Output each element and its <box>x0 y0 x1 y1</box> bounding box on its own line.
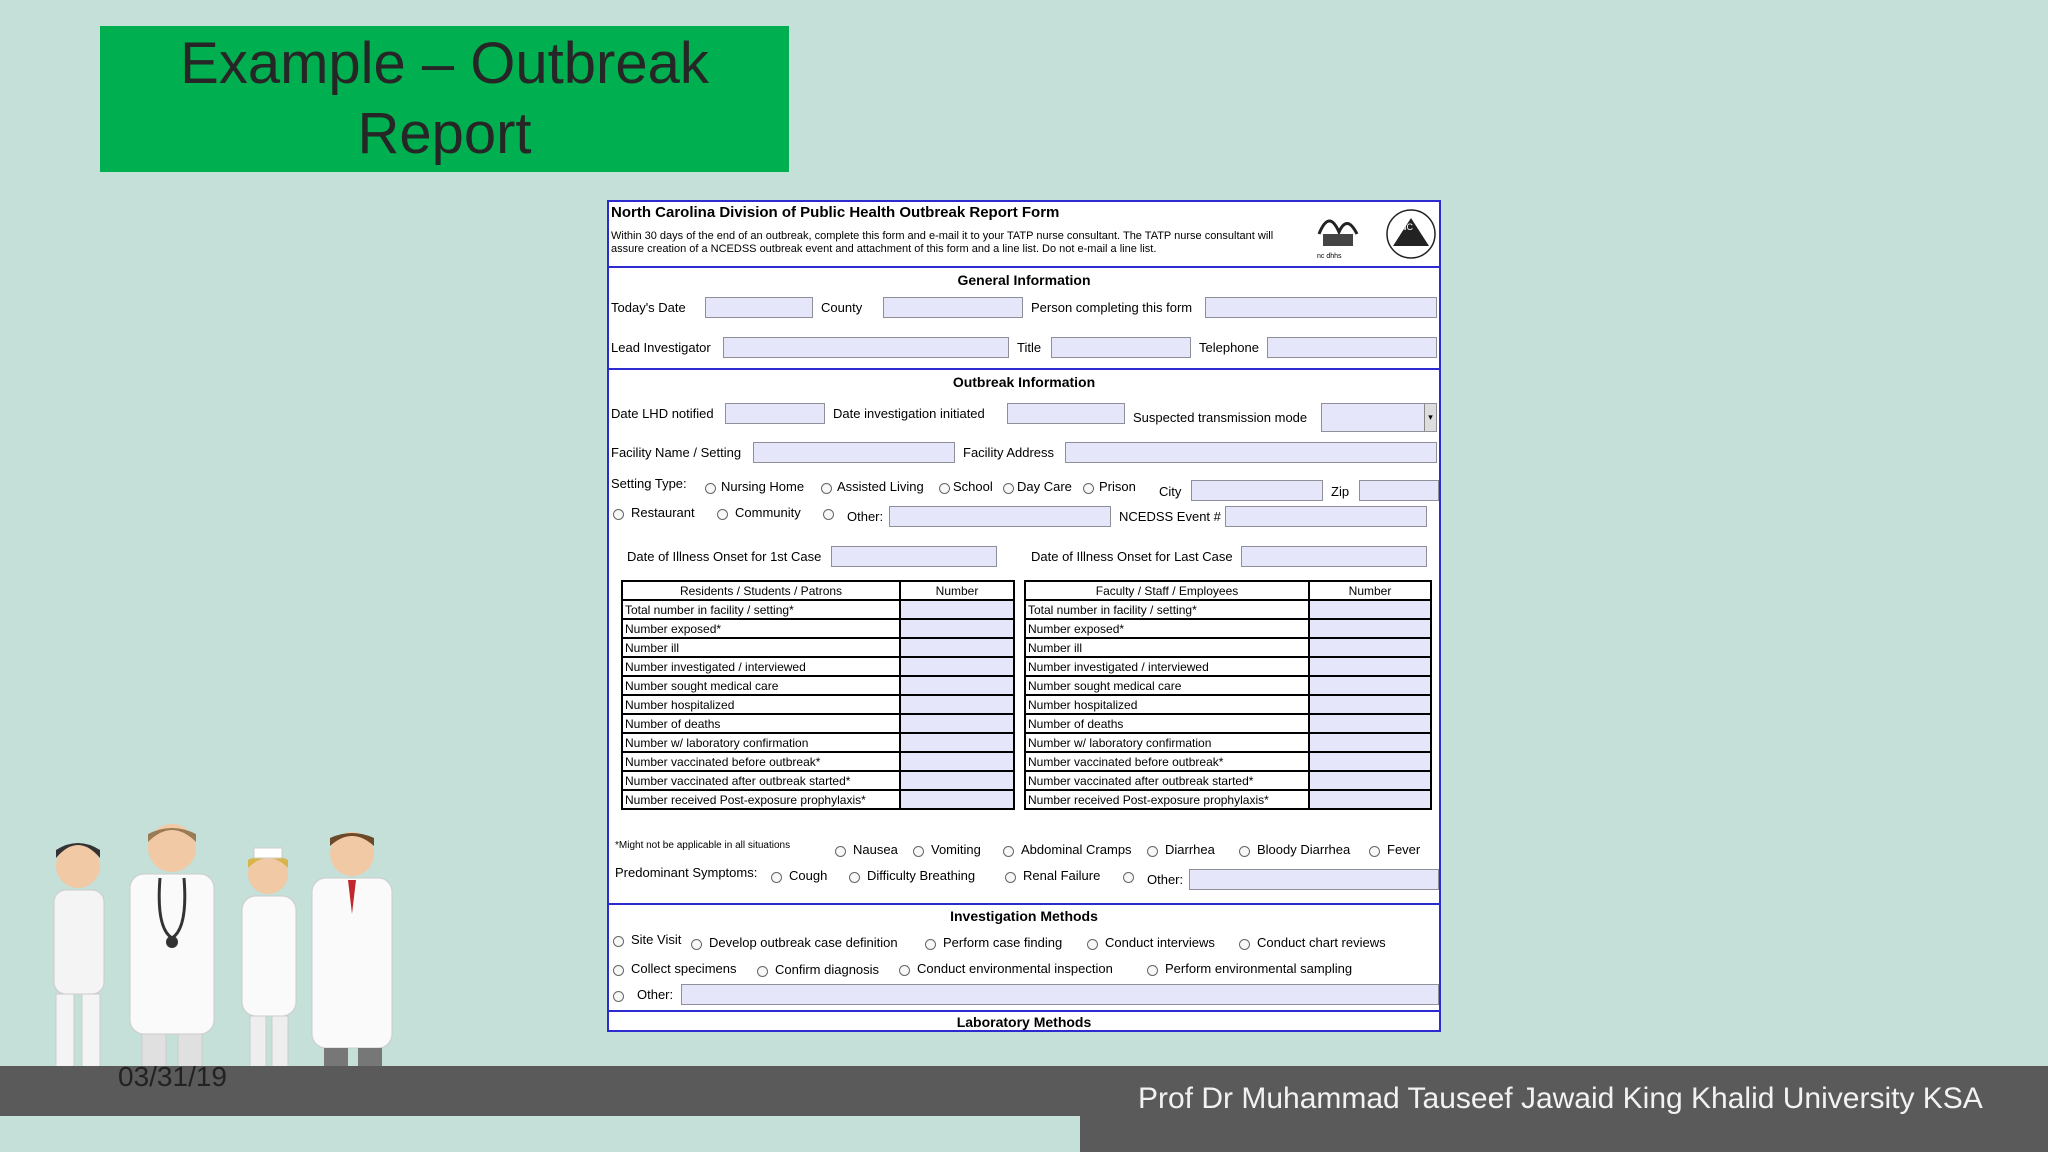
dhhs-logo <box>1317 221 1357 260</box>
table-row <box>622 771 1014 790</box>
number-cell[interactable] <box>1309 676 1431 695</box>
ncedss-field[interactable] <box>1225 506 1427 527</box>
radio-nausea[interactable] <box>835 846 846 857</box>
radio-fever[interactable] <box>1369 846 1380 857</box>
number-cell[interactable] <box>900 600 1014 619</box>
table-row <box>622 695 1014 714</box>
svg-text:nc dhhs: nc dhhs <box>1317 253 1342 260</box>
radio-prison[interactable] <box>1083 483 1094 494</box>
other-method-label: Other: <box>637 987 674 1002</box>
row-label: Number hospitalized <box>1025 695 1309 714</box>
env-sampling-label: Perform environmental sampling <box>1165 961 1353 976</box>
date-lhd-field[interactable] <box>725 403 825 424</box>
table-row <box>1025 600 1431 619</box>
table-row <box>1025 657 1431 676</box>
radio-restaurant[interactable] <box>613 509 624 520</box>
radio-cough[interactable] <box>771 872 782 883</box>
date-inv-label: Date investigation initiated <box>833 406 985 421</box>
nausea-label: Nausea <box>853 842 898 857</box>
row-label: Number ill <box>622 638 900 657</box>
number-cell[interactable] <box>1309 790 1431 809</box>
slide-title: Example – Outbreak Report <box>180 31 709 166</box>
transmission-label: Suspected transmission mode <box>1133 410 1308 425</box>
radio-bloody-diarrhea[interactable] <box>1239 846 1250 857</box>
row-label: Number received Post-exposure prophylaxis* <box>622 790 900 809</box>
lead-investigator-field[interactable] <box>723 337 1009 358</box>
setting-type-label: Setting Type: <box>611 476 687 491</box>
table-row <box>622 752 1014 771</box>
table-row <box>622 619 1014 638</box>
person-field[interactable] <box>1205 297 1437 318</box>
staff-number-header: Number <box>1309 581 1431 600</box>
radio-site-visit[interactable] <box>613 936 624 947</box>
todays-date-label: Today's Date <box>611 300 686 315</box>
nursing-home-label: Nursing Home <box>721 479 805 494</box>
facility-name-field[interactable] <box>753 442 955 463</box>
date-inv-field[interactable] <box>1007 403 1125 424</box>
lab-methods-heading: Laboratory Methods <box>956 1014 1092 1030</box>
row-label: Number sought medical care <box>622 676 900 695</box>
radio-case-definition[interactable] <box>691 939 702 950</box>
number-cell[interactable] <box>1309 695 1431 714</box>
other-method-field[interactable] <box>681 984 1439 1005</box>
ncphs-seal <box>1387 210 1435 258</box>
city-field[interactable] <box>1191 480 1323 501</box>
row-label: Number received Post-exposure prophylaxis* <box>1025 790 1309 809</box>
other-symptom-field[interactable] <box>1189 869 1439 890</box>
divider <box>609 1010 1439 1012</box>
slide-title-box <box>100 26 789 172</box>
telephone-label: Telephone <box>1199 340 1259 355</box>
table-row <box>1025 619 1431 638</box>
county-field[interactable] <box>883 297 1023 318</box>
vomiting-label: Vomiting <box>931 842 981 857</box>
table-row <box>622 657 1014 676</box>
table-row <box>622 714 1014 733</box>
number-cell[interactable] <box>1309 638 1431 657</box>
table-row <box>622 676 1014 695</box>
general-info-heading: General Information <box>957 272 1091 288</box>
transmission-dropdown[interactable] <box>1321 403 1437 432</box>
row-label: Number of deaths <box>622 714 900 733</box>
svg-text:NC: NC <box>1400 222 1413 232</box>
person-label: Person completing this form <box>1031 300 1193 315</box>
restaurant-label: Restaurant <box>631 505 695 520</box>
staff-header: Faculty / Staff / Employees <box>1025 581 1309 600</box>
row-label: Total number in facility / setting* <box>1025 600 1309 619</box>
onset-last-field[interactable] <box>1241 546 1427 567</box>
row-label: Number exposed* <box>1025 619 1309 638</box>
form-title: North Carolina Division of Public Health Outbreak Report Form <box>611 204 1060 221</box>
residents-table <box>621 580 1015 810</box>
table-row <box>1025 695 1431 714</box>
investigation-heading: Investigation Methods <box>950 908 1098 924</box>
number-cell[interactable] <box>1309 752 1431 771</box>
row-label: Number vaccinated after outbreak started* <box>622 771 900 790</box>
facility-name-label: Facility Name / Setting <box>611 445 742 460</box>
onset-last-label: Date of Illness Onset for Last Case <box>1031 549 1233 564</box>
renal-label: Renal Failure <box>1023 868 1101 883</box>
prison-label: Prison <box>1099 479 1136 494</box>
bloody-diarrhea-label: Bloody Diarrhea <box>1257 842 1351 857</box>
number-cell[interactable] <box>1309 771 1431 790</box>
agency-logos <box>1309 204 1437 266</box>
table-row <box>1025 676 1431 695</box>
radio-env-sampling[interactable] <box>1147 965 1158 976</box>
radio-other-method[interactable] <box>613 991 624 1002</box>
number-cell[interactable] <box>900 619 1014 638</box>
cough-label: Cough <box>789 868 828 883</box>
abdominal-label: Abdominal Cramps <box>1021 842 1132 857</box>
nurse-cap <box>242 848 296 1098</box>
facility-address-label: Facility Address <box>963 445 1055 460</box>
radio-vomiting[interactable] <box>913 846 924 857</box>
diarrhea-label: Diarrhea <box>1165 842 1215 857</box>
radio-difficulty-breathing[interactable] <box>849 872 860 883</box>
number-cell[interactable] <box>900 733 1014 752</box>
case-finding-label: Perform case finding <box>943 935 1063 950</box>
number-cell[interactable] <box>1309 600 1431 619</box>
row-label: Number ill <box>1025 638 1309 657</box>
day-care-label: Day Care <box>1017 479 1072 494</box>
slide-date: 03/31/19 <box>118 1061 227 1092</box>
county-label: County <box>821 300 863 315</box>
radio-assisted-living[interactable] <box>821 483 832 494</box>
radio-abdominal[interactable] <box>1003 846 1014 857</box>
number-cell[interactable] <box>900 676 1014 695</box>
telephone-field[interactable] <box>1267 337 1437 358</box>
row-label: Number sought medical care <box>1025 676 1309 695</box>
radio-interviews[interactable] <box>1087 939 1098 950</box>
zip-label: Zip <box>1331 484 1350 499</box>
radio-other-symptom[interactable] <box>1123 872 1134 883</box>
facility-address-field[interactable] <box>1065 442 1437 463</box>
table-row <box>622 790 1014 809</box>
chevron-down-icon[interactable]: ▾ <box>1424 404 1436 431</box>
date-lhd-label: Date LHD notified <box>611 406 714 421</box>
row-label: Total number in facility / setting* <box>622 600 900 619</box>
table-row <box>1025 771 1431 790</box>
table-row <box>622 733 1014 752</box>
inv-title-field[interactable] <box>1051 337 1191 358</box>
number-cell[interactable] <box>900 752 1014 771</box>
number-cell[interactable] <box>1309 733 1431 752</box>
radio-community[interactable] <box>717 509 728 520</box>
number-cell[interactable] <box>900 657 1014 676</box>
table-row <box>1025 752 1431 771</box>
residents-number-header: Number <box>900 581 1014 600</box>
confirm-diagnosis-label: Confirm diagnosis <box>775 962 880 977</box>
number-cell[interactable] <box>900 790 1014 809</box>
radio-confirm-diagnosis[interactable] <box>757 966 768 977</box>
row-label: Number investigated / interviewed <box>1025 657 1309 676</box>
divider <box>609 266 1439 268</box>
table-row <box>1025 714 1431 733</box>
onset-first-label: Date of Illness Onset for 1st Case <box>627 549 822 564</box>
row-label: Number vaccinated before outbreak* <box>622 752 900 771</box>
divider <box>609 368 1439 370</box>
radio-case-finding[interactable] <box>925 939 936 950</box>
applicability-note: *Might not be applicable in all situations <box>615 840 791 851</box>
row-label: Number vaccinated before outbreak* <box>1025 752 1309 771</box>
staff-table <box>1024 580 1432 810</box>
lead-investigator-label: Lead Investigator <box>611 340 711 355</box>
row-label: Number vaccinated after outbreak started* <box>1025 771 1309 790</box>
radio-nursing-home[interactable] <box>705 483 716 494</box>
residents-header: Residents / Students / Patrons <box>622 581 900 600</box>
radio-renal-failure[interactable] <box>1005 872 1016 883</box>
nurse-left <box>54 843 104 1094</box>
radio-school[interactable] <box>939 483 950 494</box>
number-cell[interactable] <box>900 714 1014 733</box>
case-definition-label: Develop outbreak case definition <box>709 935 898 950</box>
predominant-label: Predominant Symptoms: <box>615 865 758 880</box>
number-cell[interactable] <box>900 771 1014 790</box>
outbreak-report-form <box>607 200 1441 1032</box>
fever-label: Fever <box>1387 842 1421 857</box>
assisted-living-label: Assisted Living <box>837 479 924 494</box>
specimens-label: Collect specimens <box>631 961 737 976</box>
form-intro: Within 30 days of the end of an outbreak, complete this form and e-mail it to your TATP nurse consultant. The TATP nurse consultant will assure creation of a NCEDSS outbreak event and attachment of this form and a line list. Do not e-mail a line list. <box>611 230 1274 255</box>
todays-date-field[interactable] <box>705 297 813 318</box>
inv-title-label: Title <box>1017 340 1042 355</box>
table-row <box>1025 638 1431 657</box>
row-label: Number w/ laboratory confirmation <box>622 733 900 752</box>
number-cell[interactable] <box>1309 714 1431 733</box>
radio-other-setting[interactable] <box>823 509 834 520</box>
env-inspection-label: Conduct environmental inspection <box>917 961 1113 976</box>
site-visit-label: Site Visit <box>631 932 682 947</box>
number-cell[interactable] <box>1309 657 1431 676</box>
school-label: School <box>953 479 993 494</box>
radio-diarrhea[interactable] <box>1147 846 1158 857</box>
table-row <box>1025 790 1431 809</box>
number-cell[interactable] <box>900 638 1014 657</box>
number-cell[interactable] <box>900 695 1014 714</box>
other-setting-field[interactable] <box>889 506 1111 527</box>
radio-env-inspection[interactable] <box>899 965 910 976</box>
interviews-label: Conduct interviews <box>1105 935 1215 950</box>
other-setting-label: Other: <box>847 509 884 524</box>
row-label: Number hospitalized <box>622 695 900 714</box>
table-row <box>622 600 1014 619</box>
radio-chart-reviews[interactable] <box>1239 939 1250 950</box>
zip-field[interactable] <box>1359 480 1439 501</box>
outbreak-info-heading: Outbreak Information <box>952 374 1096 390</box>
divider <box>609 903 1439 905</box>
other-symptom-label: Other: <box>1147 872 1184 887</box>
table-row <box>622 638 1014 657</box>
chart-reviews-label: Conduct chart reviews <box>1257 935 1386 950</box>
doctor-stethoscope <box>130 824 214 1100</box>
radio-day-care[interactable] <box>1003 483 1014 494</box>
table-row <box>1025 733 1431 752</box>
row-label: Number investigated / interviewed <box>622 657 900 676</box>
ncedss-label: NCEDSS Event # <box>1119 509 1221 524</box>
onset-first-field[interactable] <box>831 546 997 567</box>
row-label: Number of deaths <box>1025 714 1309 733</box>
slide-author: Prof Dr Muhammad Tauseef Jawaid King Khalid University KSA <box>1138 1082 1983 1115</box>
doctor-right <box>312 832 392 1104</box>
row-label: Number w/ laboratory confirmation <box>1025 733 1309 752</box>
city-label: City <box>1159 484 1182 499</box>
radio-specimens[interactable] <box>613 965 624 976</box>
number-cell[interactable] <box>1309 619 1431 638</box>
breathing-label: Difficulty Breathing <box>867 868 976 883</box>
row-label: Number exposed* <box>622 619 900 638</box>
community-label: Community <box>735 505 801 520</box>
